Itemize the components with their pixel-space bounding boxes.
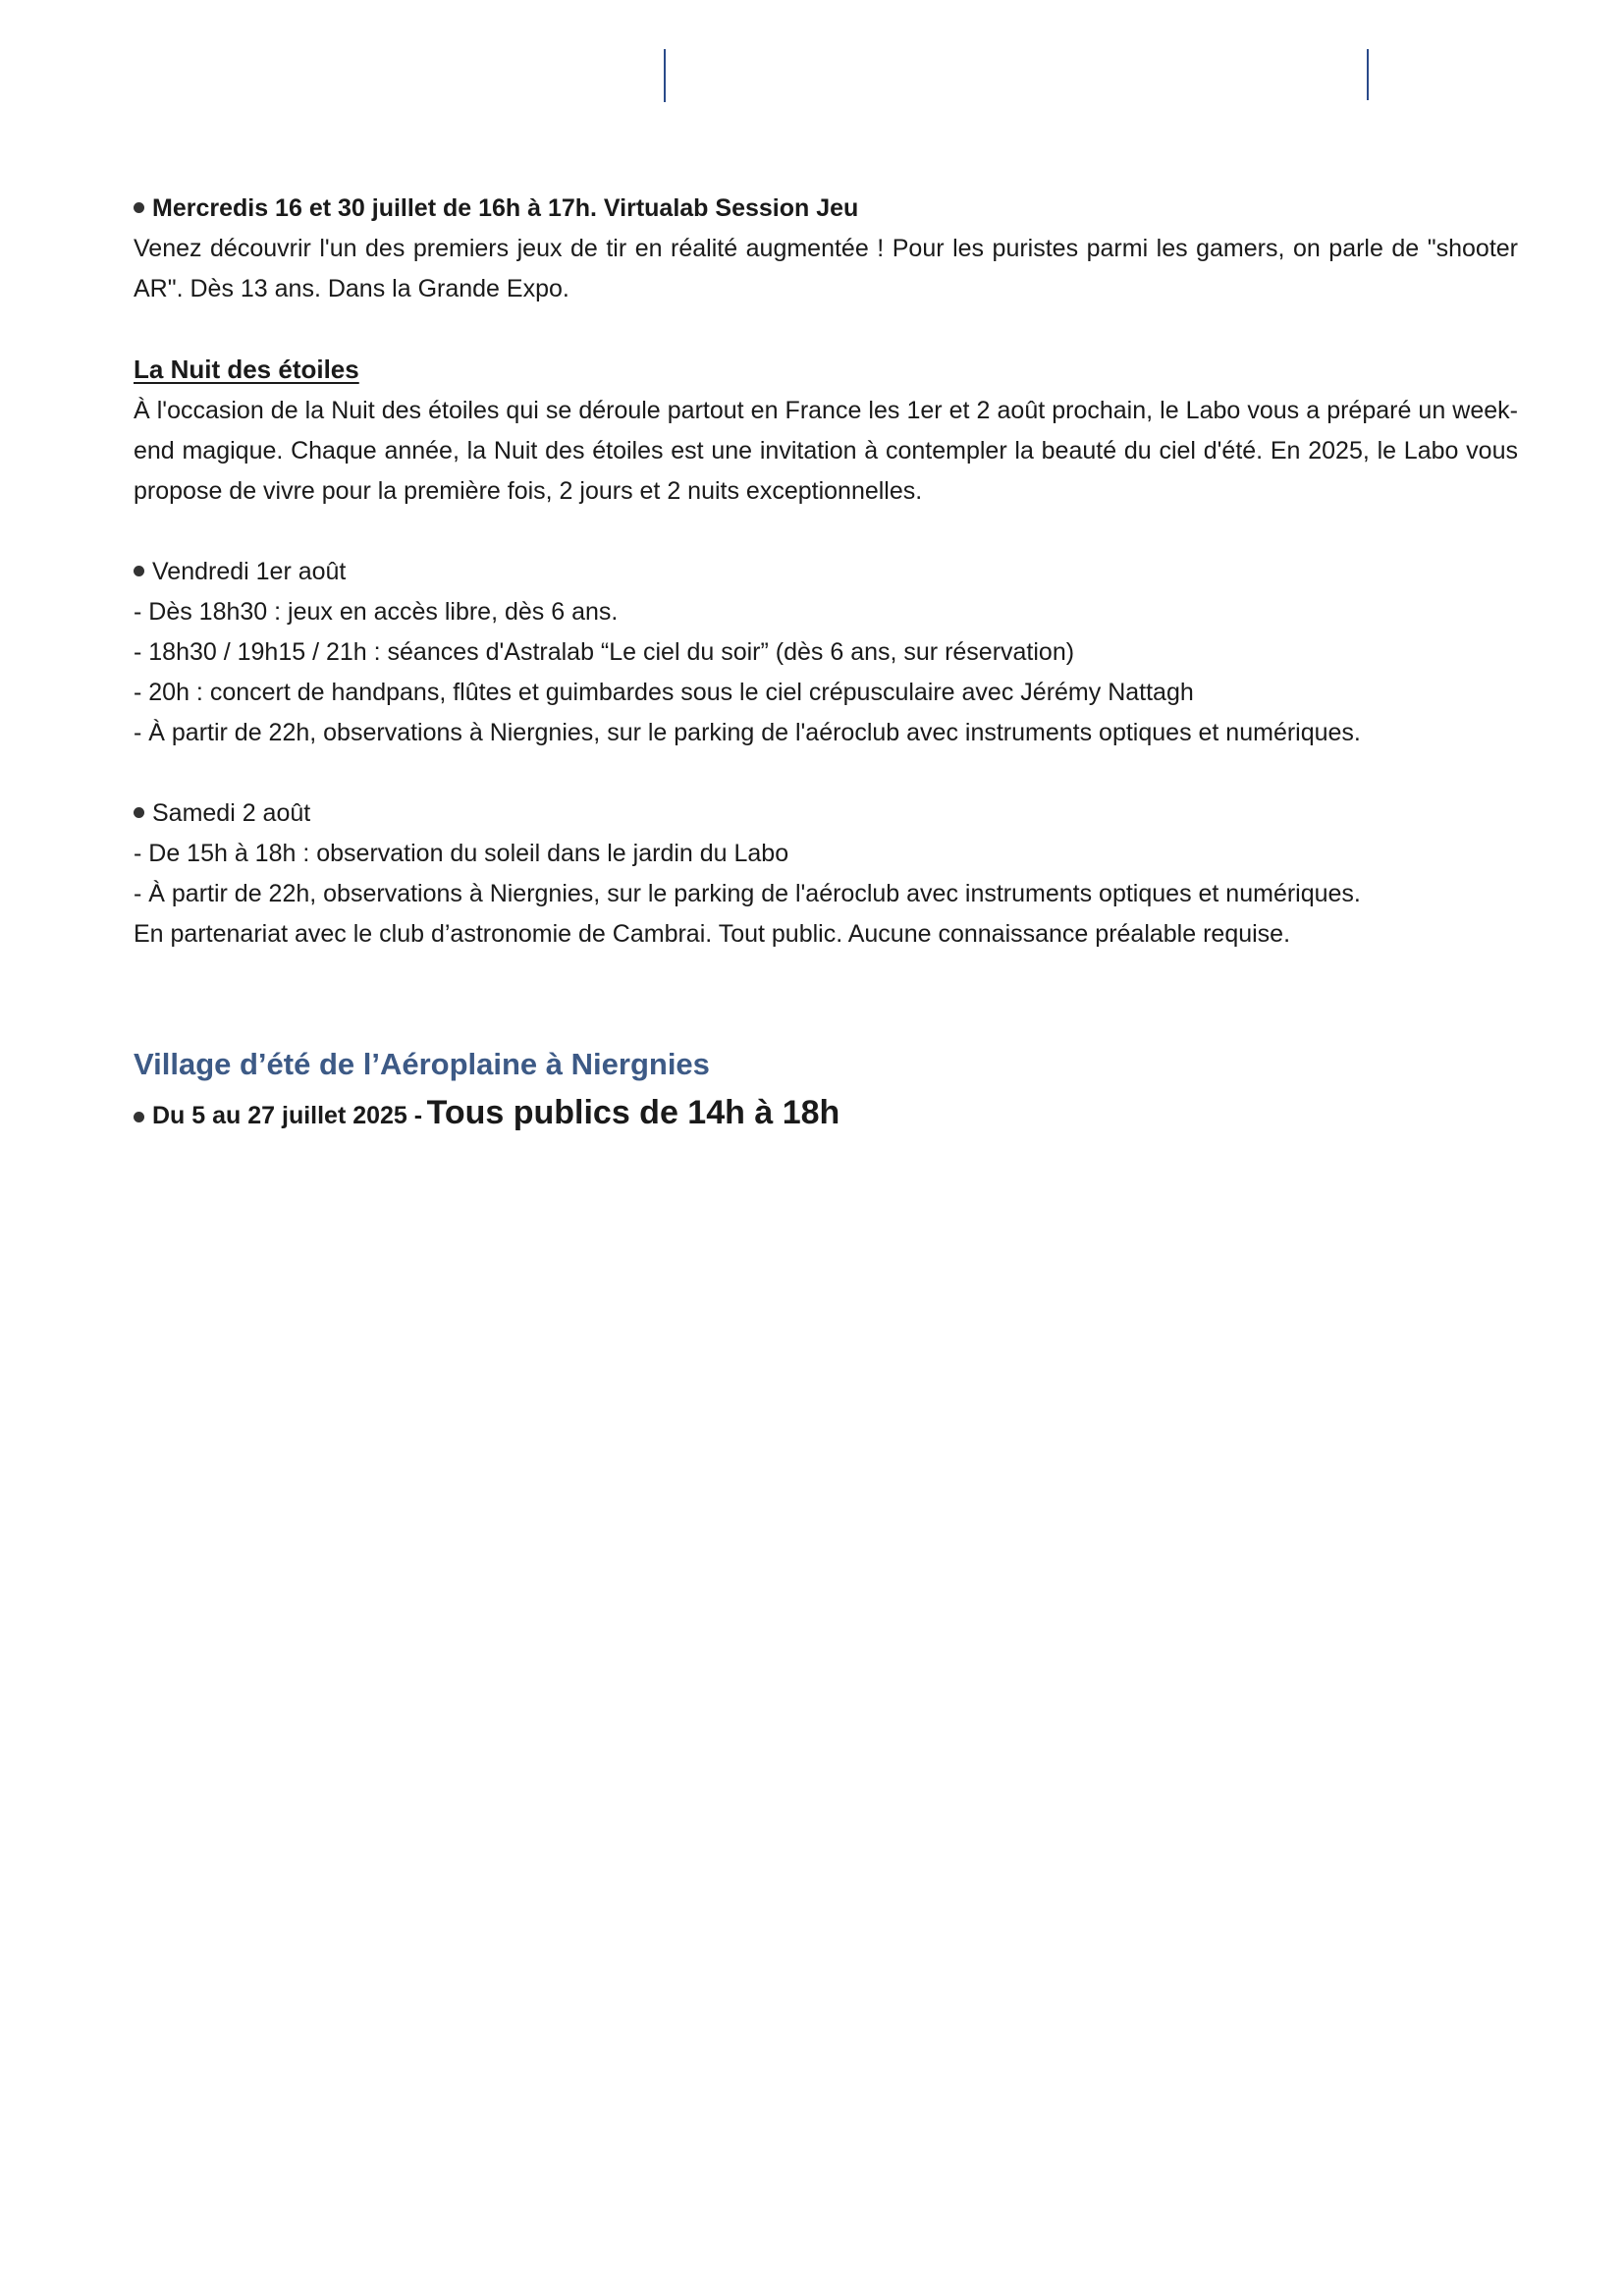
scan-mark-right <box>1367 49 1369 100</box>
bullet-icon <box>134 566 144 576</box>
village-hours: Tous publics de 14h à 18h <box>426 1094 840 1131</box>
bullet-icon <box>134 807 144 818</box>
friday-title: Vendredi 1er août <box>152 558 347 585</box>
nuit-intro: À l'occasion de la Nuit des étoiles qui se déroule partout en France les 1er et 2 août prochain, le Labo vous a préparé un week-end magique. Chaque année, la Nuit des étoiles est une invitation à contempler la beauté du ciel d'été. En 2025, le Labo vous propose de vivre pour la première fois, 2 jours et 2 nuits exceptionnelles. <box>134 397 1518 505</box>
bullet-icon <box>134 1112 144 1122</box>
spacer <box>134 753 1518 793</box>
main-content <box>134 189 1518 955</box>
friday-item: - Dès 18h30 : jeux en accès libre, dès 6 ans. <box>134 598 619 626</box>
session-body: Venez découvrir l'un des premiers jeux de tir en réalité augmentée ! Pour les puristes parmi les gamers, on parle de "shooter AR". Dès 13 ans. Dans la Grande Expo. <box>134 235 1518 302</box>
friday-item: - 20h : concert de handpans, flûtes et guimbardes sous le ciel crépusculaire avec Jérémy Nattagh <box>134 679 1194 706</box>
partnership-note: En partenariat avec le club d’astronomie de Cambrai. Tout public. Aucune connaissance préalable requise. <box>134 920 1291 948</box>
saturday-item: - De 15h à 18h : observation du soleil dans le jardin du Labo <box>134 840 789 867</box>
session-title: Mercredis 16 et 30 juillet de 16h à 17h. Virtualab Session Jeu <box>152 194 859 222</box>
scan-mark-left <box>664 49 666 102</box>
nuit-heading: La Nuit des étoiles <box>134 355 359 384</box>
friday-title-line <box>134 552 1518 592</box>
bullet-icon <box>134 202 144 213</box>
friday-item: - 18h30 / 19h15 / 21h : séances d'Astralab “Le ciel du soir” (dès 6 ans, sur réservation) <box>134 638 1075 666</box>
saturday-item: - À partir de 22h, observations à Niergnies, sur le parking de l'aéroclub avec instruments optiques et numériques. <box>134 880 1361 907</box>
nuit-heading-line <box>134 350 1518 391</box>
spacer <box>134 512 1518 552</box>
village-dates-line <box>134 1090 839 1142</box>
village-section <box>134 1039 839 1142</box>
village-title: Village d’été de l’Aéroplaine à Niergnies <box>134 1047 710 1081</box>
village-dates: Du 5 au 27 juillet 2025 - <box>152 1102 423 1129</box>
saturday-title-line <box>134 793 1518 834</box>
spacer <box>134 309 1518 350</box>
saturday-title: Samedi 2 août <box>152 799 311 827</box>
session-title-line <box>134 189 1518 229</box>
friday-item: - À partir de 22h, observations à Niergnies, sur le parking de l'aéroclub avec instruments optiques et numériques. <box>134 719 1361 746</box>
